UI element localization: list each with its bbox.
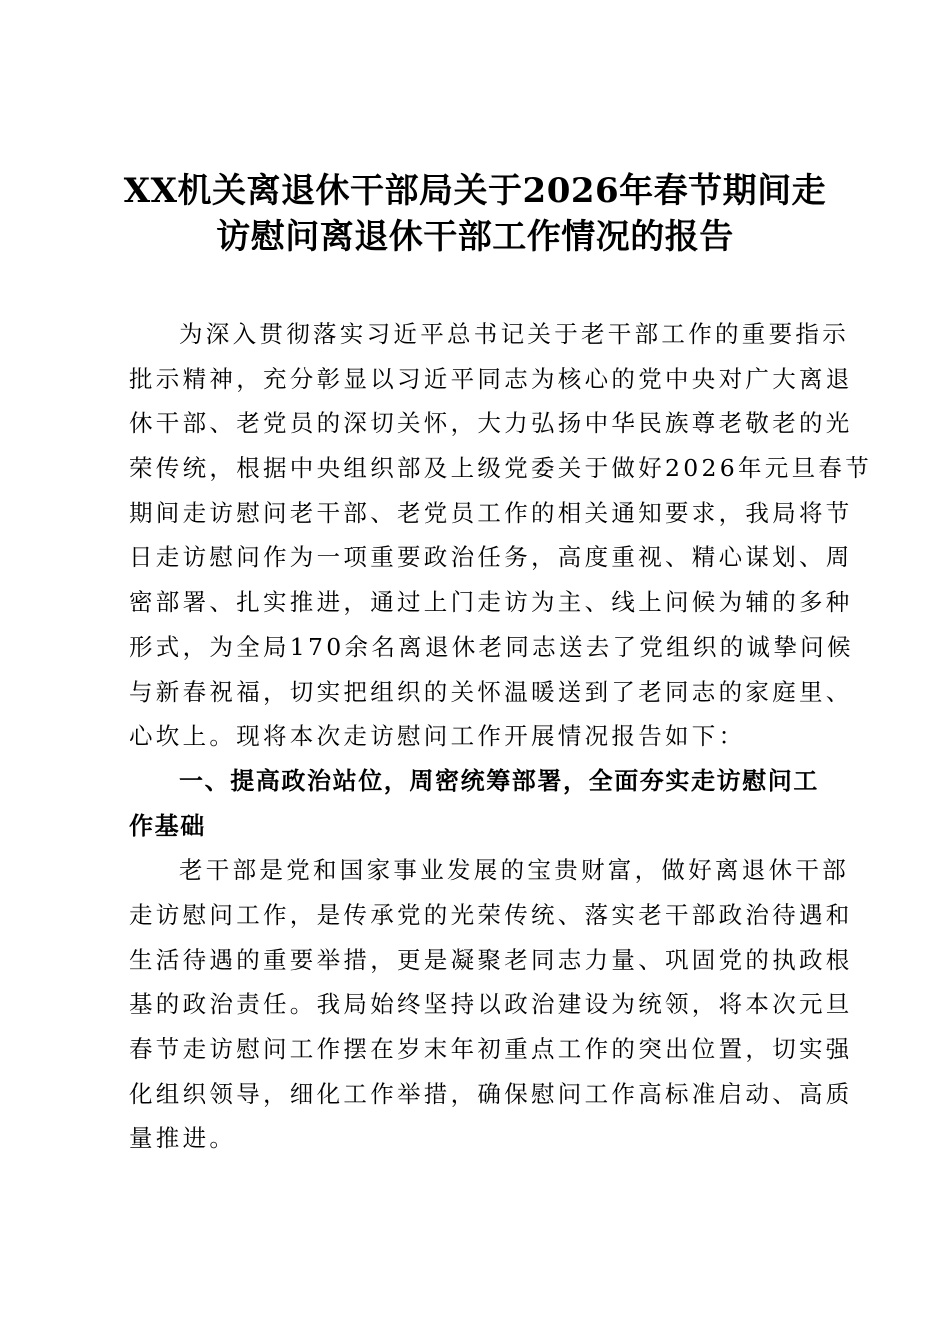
section-1-paragraph: [129, 848, 853, 1161]
paragraph-line: 日走访慰问作为一项重要政治任务，高度重视、精心谋划、周: [129, 543, 853, 572]
paragraph-line: 密部署、扎实推进，通过上门走访为主、线上问候为辅的多种: [129, 588, 853, 617]
document-body: [129, 312, 873, 1161]
paragraph-line: 形式，为全局170余名离退休老同志送去了党组织的诚挚问候: [129, 632, 854, 661]
paragraph-line: 为深入贯彻落实习近平总书记关于老干部工作的重要指示: [179, 320, 849, 348]
title-line-2: 访慰问离退休干部工作情况的报告: [216, 217, 734, 257]
heading-line: 一、提高政治站位，周密统筹部署，全面夯实走访慰问工: [179, 766, 819, 795]
paragraph-line: 走访慰问工作，是传承党的光荣传统、落实老干部政治待遇和: [129, 900, 853, 929]
paragraph-line: 与新春祝福，切实把组织的关怀温暖送到了老同志的家庭里、: [129, 677, 853, 706]
title-line-1: XX机关离退休干部局关于2026年春节期间走: [123, 171, 827, 211]
heading-line: 作基础: [129, 811, 206, 840]
intro-paragraph: [129, 312, 873, 759]
paragraph-line: 心坎上。现将本次走访慰问工作开展情况报告如下：: [129, 722, 746, 751]
document-title: [100, 168, 850, 260]
paragraph-line: 基的政治责任。我局始终坚持以政治建设为统领，将本次元旦: [129, 990, 853, 1019]
section-heading-1: [129, 759, 829, 848]
paragraph-line: 化组织领导，细化工作举措，确保慰问工作高标准启动、高质: [129, 1079, 853, 1108]
paragraph-line: 量推进。: [129, 1124, 237, 1153]
paragraph-line: 春节走访慰问工作摆在岁末年初重点工作的突出位置，切实强: [129, 1035, 853, 1063]
paragraph-line: 休干部、老党员的深切关怀，大力弘扬中华民族尊老敬老的光: [129, 409, 853, 438]
paragraph-line: 批示精神，充分彰显以习近平同志为核心的党中央对广大离退: [129, 364, 853, 393]
paragraph-line: 期间走访慰问老干部、老党员工作的相关通知要求，我局将节: [129, 498, 853, 527]
paragraph-line: 老干部是党和国家事业发展的宝贵财富，做好离退休干部: [179, 856, 849, 885]
paragraph-line: 生活待遇的重要举措，更是凝聚老同志力量、巩固党的执政根: [129, 945, 853, 974]
paragraph-line: 荣传统，根据中央组织部及上级党委关于做好2026年元旦春节: [129, 454, 873, 483]
